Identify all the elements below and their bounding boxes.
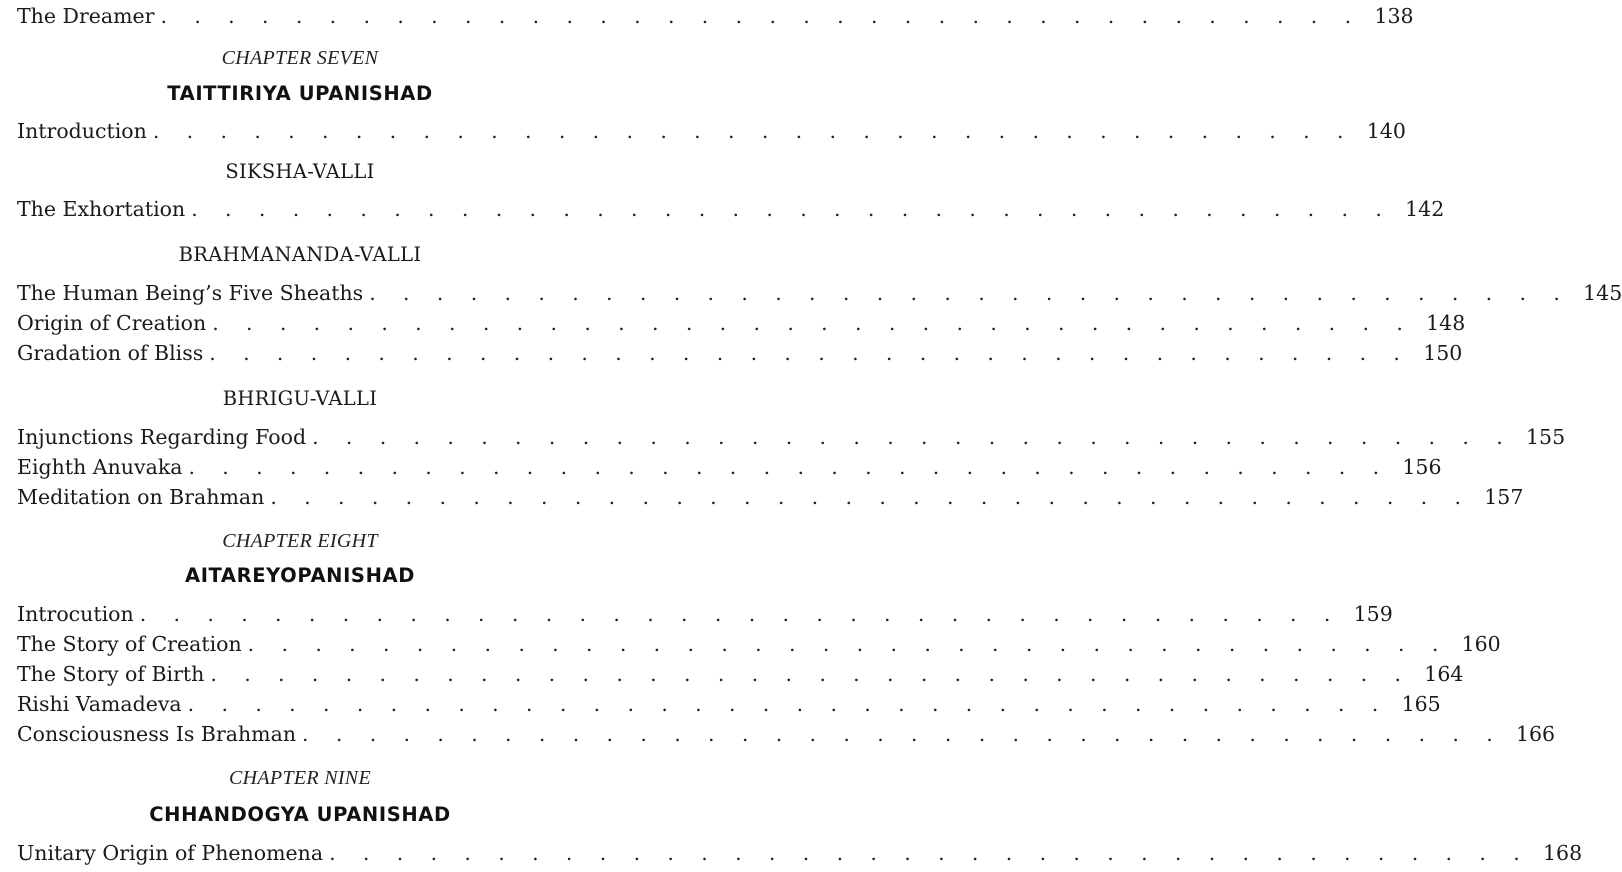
dot-leader: . . . . . . . . . . . . . . . . . . . . . . . . . . . . . . . . . . . . [369,281,1571,305]
dot-leader: . . . . . . . . . . . . . . . . . . . . . . . . . . . . . . . . . . . . [270,485,1472,509]
toc-entry-title: The Story of Creation [17,632,242,656]
toc-entry-title: The Human Being’s Five Sheaths [17,281,364,305]
dot-leader: . . . . . . . . . . . . . . . . . . . . . . . . . . . . . . . . . . . . [210,662,1412,686]
toc-entry-page: 148 [1426,311,1466,335]
section-heading: SIKSHA-VALLI [225,160,375,183]
toc-entry-title: Eighth Anuvaka [17,455,183,479]
toc-entry-page: 138 [1374,4,1414,28]
dot-leader: . . . . . . . . . . . . . . . . . . . . . . . . . . . . . . . . . . . . [312,425,1514,449]
chapter-title: CHHANDOGYA UPANISHAD [149,803,451,826]
toc-entry[interactable] [17,659,1464,689]
toc-entry-title: Origin of Creation [17,311,207,335]
toc-entry-title: Injunctions Regarding Food [17,425,307,449]
toc-entry-page: 142 [1405,197,1445,221]
toc-entry-page: 160 [1461,632,1501,656]
toc-entry[interactable] [17,422,1566,452]
dot-leader: . . . . . . . . . . . . . . . . . . . . . . . . . . . . . . . . . . . . [302,722,1504,746]
toc-entry-title: Introduction [17,119,147,143]
toc-entry[interactable] [17,308,1466,338]
chapter-label: CHAPTER EIGHT [222,530,378,552]
dot-leader: . . . . . . . . . . . . . . . . . . . . . . . . . . . . . . . . . . . . [139,602,1341,626]
dot-leader: . . . . . . . . . . . . . . . . . . . . . . . . . . . . . . . . . . . . [329,841,1531,865]
toc-entry[interactable] [17,838,1583,868]
toc-entry-title: The Exhortation [17,197,186,221]
toc-entry-title: Gradation of Bliss [17,341,204,365]
toc-entry-page: 157 [1484,485,1524,509]
toc-entry[interactable] [17,338,1463,368]
toc-entry[interactable] [17,482,1524,512]
chapter-title: AITAREYOPANISHAD [185,564,415,587]
section-heading: BHRIGU-VALLI [222,387,378,410]
section-heading: BRAHMANANDA-VALLI [178,243,422,266]
dot-leader: . . . . . . . . . . . . . . . . . . . . . . . . . . . . . . . . . . . . [191,197,1393,221]
toc-entry-title: Unitary Origin of Phenomena [17,841,324,865]
toc-entry-page: 145 [1583,281,1622,305]
toc-entry[interactable] [17,278,1622,308]
dot-leader: . . . . . . . . . . . . . . . . . . . . . . . . . . . . . . . . . . . . [188,455,1390,479]
toc-entry[interactable] [17,599,1393,629]
toc-entry-page: 140 [1366,119,1406,143]
toc-entry-title: Rishi Vamadeva [17,692,182,716]
toc-entry[interactable] [17,116,1406,146]
chapter-label: CHAPTER SEVEN [221,47,379,69]
toc-entry-page: 150 [1423,341,1463,365]
toc-entry-page: 168 [1543,841,1583,865]
toc-entry[interactable] [17,452,1442,482]
dot-leader: . . . . . . . . . . . . . . . . . . . . . . . . . . . . . . . . . . . . [212,311,1414,335]
toc-entry-title: Introcution [17,602,134,626]
toc-entry-page: 164 [1424,662,1464,686]
toc-entry[interactable] [17,689,1441,719]
toc-entry-page: 156 [1402,455,1442,479]
toc-entry-title: The Story of Birth [17,662,205,686]
dot-leader: . . . . . . . . . . . . . . . . . . . . . . . . . . . . . . . . . . . . [187,692,1389,716]
toc-entry-title: The Dreamer [17,4,155,28]
dot-leader: . . . . . . . . . . . . . . . . . . . . . . . . . . . . . . . . . . . . [247,632,1449,656]
toc-entry-title: Consciousness Is Brahman [17,722,297,746]
dot-leader: . . . . . . . . . . . . . . . . . . . . . . . . . . . . . . . . . . . . [160,4,1362,28]
chapter-label: CHAPTER NINE [229,767,371,789]
toc-entry[interactable] [17,1,1414,31]
toc-entry-title: Meditation on Brahman [17,485,265,509]
toc-entry-page: 166 [1515,722,1556,746]
chapter-title: TAITTIRIYA UPANISHAD [167,82,433,105]
toc-entry[interactable] [17,719,1556,749]
toc-entry[interactable] [17,629,1501,659]
toc-entry-page: 159 [1353,602,1393,626]
toc-entry-page: 165 [1401,692,1441,716]
toc-entry-page: 155 [1525,425,1566,449]
dot-leader: . . . . . . . . . . . . . . . . . . . . . . . . . . . . . . . . . . . . [209,341,1411,365]
dot-leader: . . . . . . . . . . . . . . . . . . . . . . . . . . . . . . . . . . . . [152,119,1354,143]
toc-entry[interactable] [17,194,1445,224]
